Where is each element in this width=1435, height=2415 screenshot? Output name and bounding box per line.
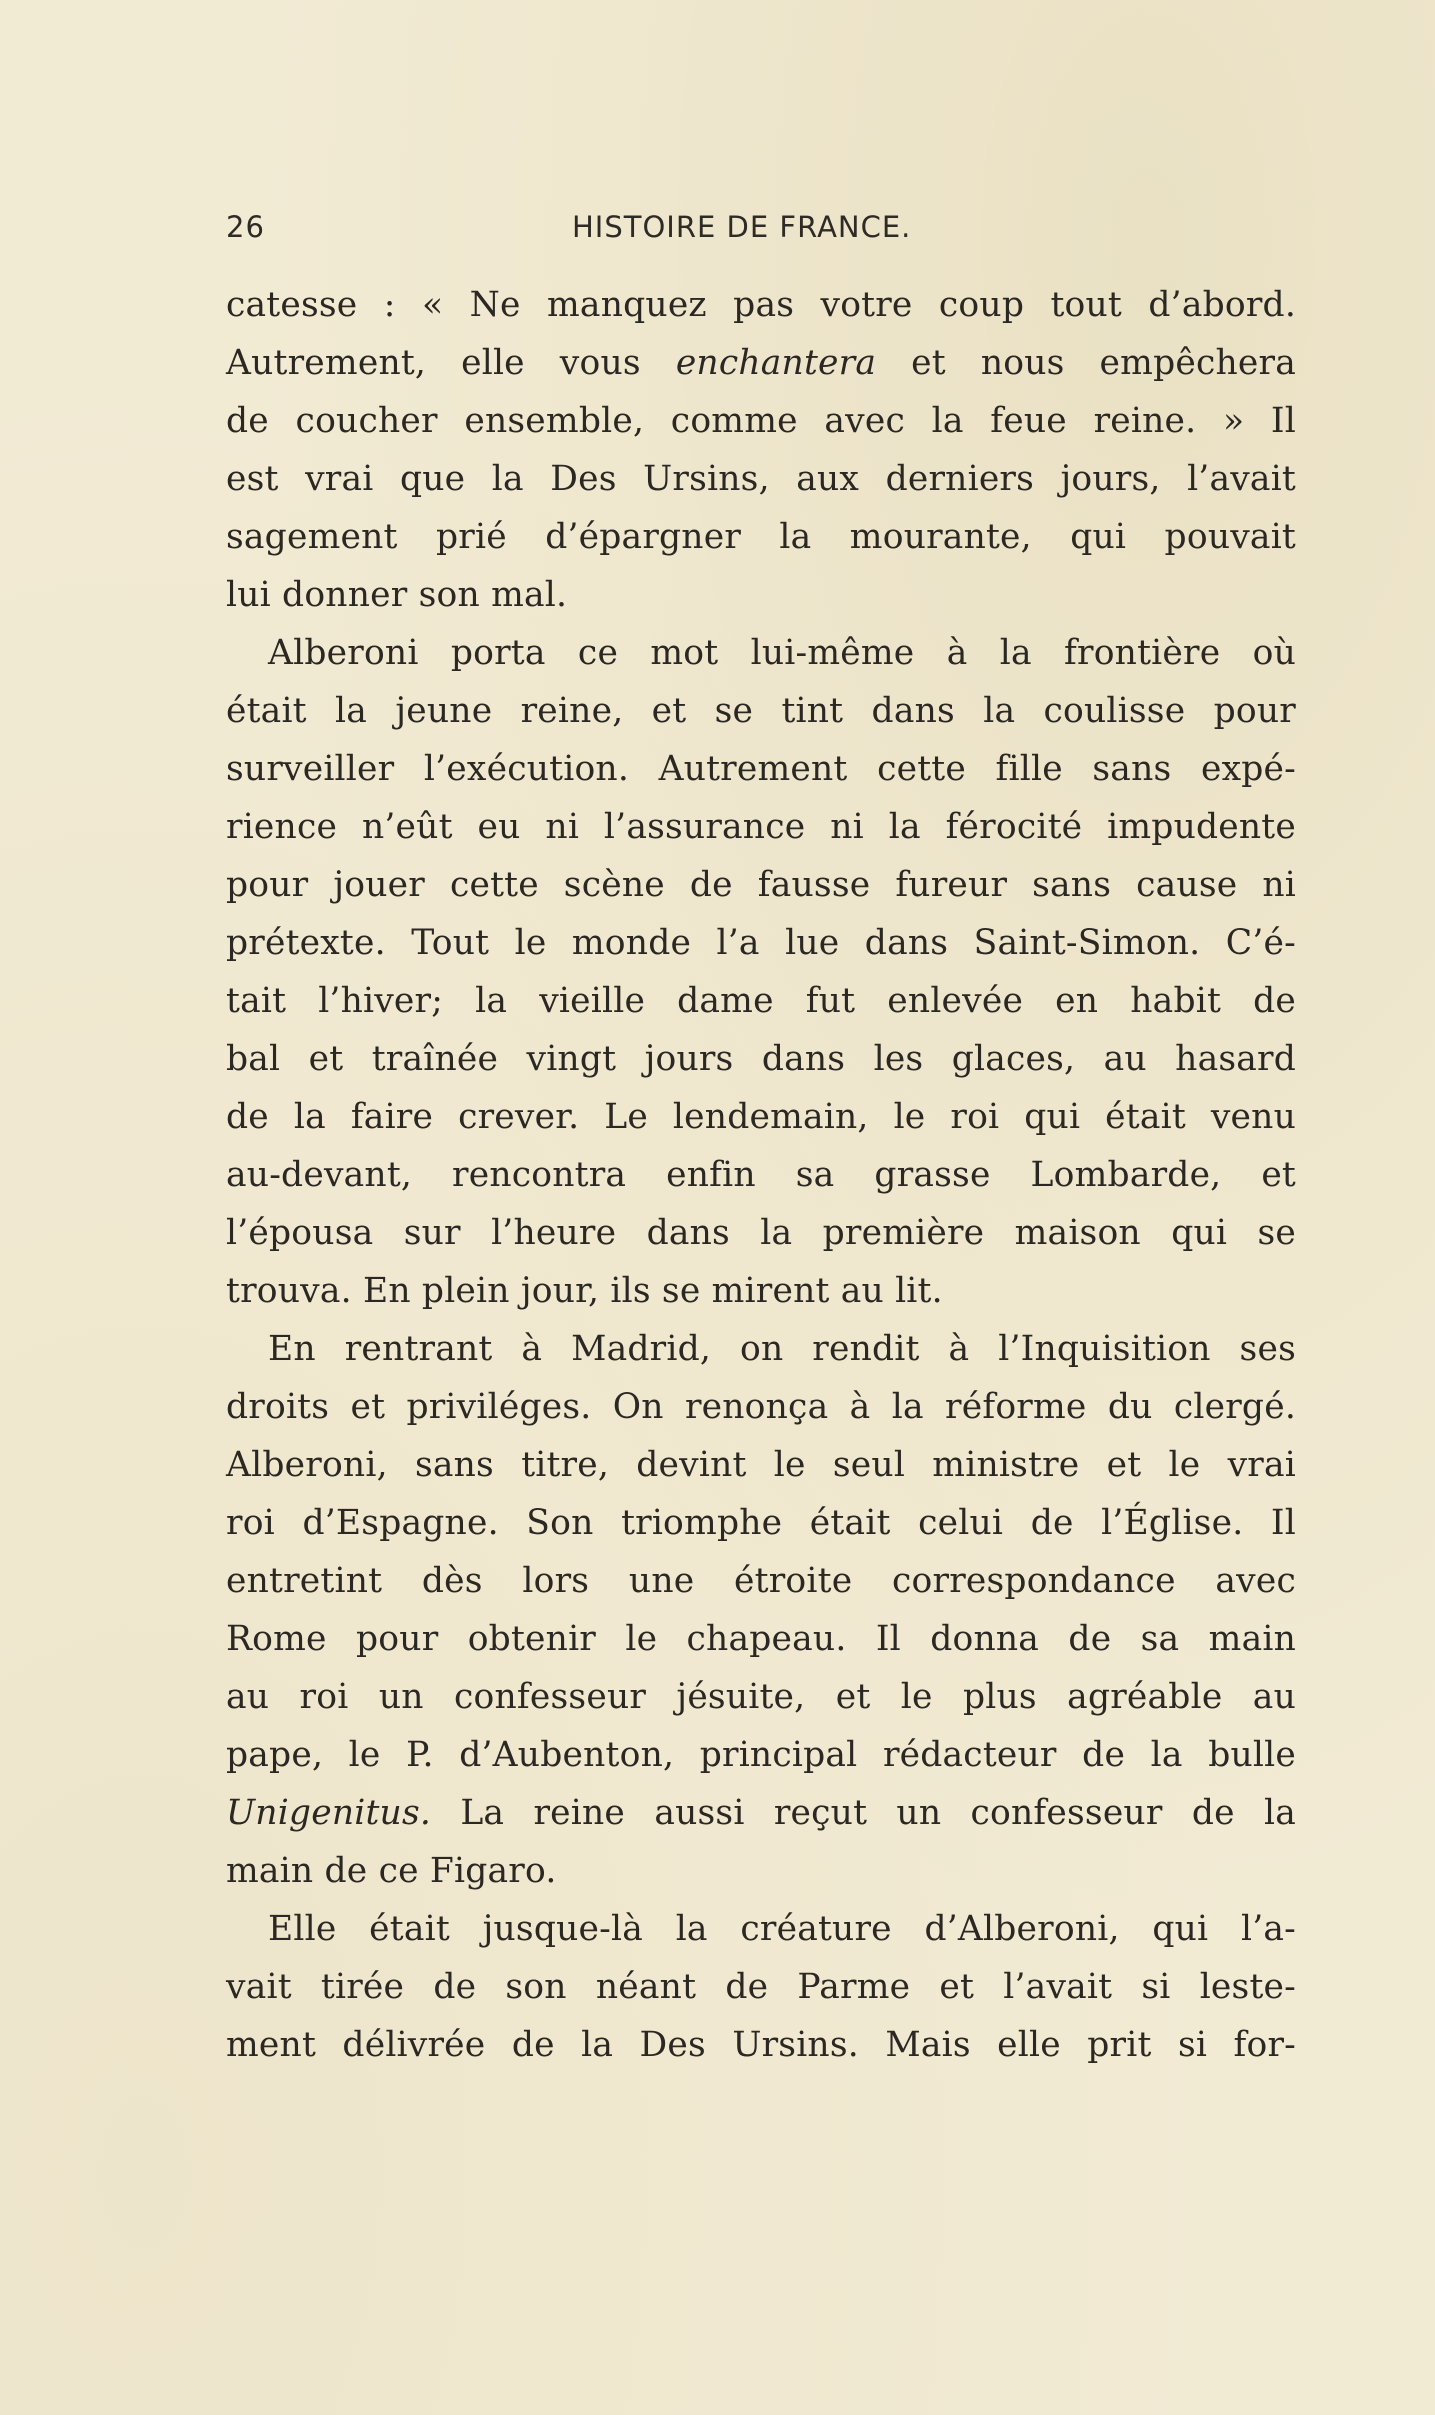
line-text: et nous empêchera [876,343,1296,383]
text-line [226,856,1296,914]
text-line [226,1030,1296,1088]
text-line [226,1146,1296,1204]
text-line [226,1668,1296,1726]
text-line [226,1262,1296,1320]
line-text: rience n’eût eu ni l’assurance ni la férocité impudente [226,807,1296,847]
line-text: catesse : « Ne manquez pas votre coup tout d’abord. [226,285,1296,325]
running-title: HISTOIRE DE FRANCE. [572,210,912,244]
text-line [226,1378,1296,1436]
text-line [226,2016,1296,2074]
text-line [226,1726,1296,1784]
text-line [226,276,1296,334]
line-text: sagement prié d’épargner la mourante, qui pouvait [226,517,1296,557]
text-line [226,1900,1296,1958]
text-line [226,1088,1296,1146]
italic-text: enchantera [675,343,877,383]
text-line [226,1320,1296,1378]
text-line [226,624,1296,682]
text-line [226,508,1296,566]
line-text: de la faire crever. Le lendemain, le roi qui était venu [226,1097,1296,1137]
line-text: vait tirée de son néant de Parme et l’avait si leste- [226,1967,1296,2007]
line-text: Rome pour obtenir le chapeau. Il donna de sa main [226,1619,1296,1659]
text-line [226,1784,1296,1842]
line-text: Alberoni porta ce mot lui-même à la frontière où [268,633,1296,673]
text-line [226,566,1296,624]
body-text [226,276,1296,2074]
line-text: Elle était jusque-là la créature d’Alberoni, qui l’a- [268,1909,1296,1949]
text-line [226,1436,1296,1494]
italic-text: Unigenitus. [226,1793,432,1833]
text-line [226,798,1296,856]
line-text: tait l’hiver; la vieille dame fut enlevée en habit de [226,981,1296,1021]
line-text: bal et traînée vingt jours dans les glaces, au hasard [226,1039,1296,1079]
text-line [226,1494,1296,1552]
line-text: au-devant, rencontra enfin sa grasse Lombarde, et [226,1155,1296,1195]
text-line [226,334,1296,392]
line-text: En rentrant à Madrid, on rendit à l’Inquisition ses [268,1329,1296,1369]
line-text: pape, le P. d’Aubenton, principal rédacteur de la bulle [226,1735,1296,1775]
line-text: était la jeune reine, et se tint dans la coulisse pour [226,691,1296,731]
line-text: ment délivrée de la Des Ursins. Mais elle prit si for- [226,2025,1296,2065]
text-line [226,1204,1296,1262]
line-text: Autrement, elle vous [226,343,676,383]
line-text: La reine aussi reçut un confesseur de la [431,1793,1296,1833]
line-text: de coucher ensemble, comme avec la feue reine. » Il [226,401,1296,441]
text-line [226,1610,1296,1668]
page-number: 26 [226,210,265,244]
line-text: prétexte. Tout le monde l’a lue dans Saint-Simon. C’é- [226,923,1296,963]
line-text: au roi un confesseur jésuite, et le plus agréable au [226,1677,1296,1717]
line-text: main de ce Figaro. [226,1851,557,1891]
line-text: est vrai que la Des Ursins, aux derniers jours, l’avait [226,459,1296,499]
text-line [226,914,1296,972]
line-text: Alberoni, sans titre, devint le seul ministre et le vrai [226,1445,1296,1485]
text-line [226,740,1296,798]
text-line [226,392,1296,450]
line-text: l’épousa sur l’heure dans la première maison qui se [226,1213,1296,1253]
line-text: lui donner son mal. [226,575,568,615]
text-line [226,682,1296,740]
line-text: surveiller l’exécution. Autrement cette fille sans expé- [226,749,1296,789]
line-text: entretint dès lors une étroite correspondance avec [226,1561,1296,1601]
line-text: roi d’Espagne. Son triomphe était celui de l’Église. Il [226,1503,1296,1543]
text-line [226,1958,1296,2016]
line-text: trouva. En plein jour, ils se mirent au lit. [226,1271,943,1311]
text-line [226,450,1296,508]
line-text: pour jouer cette scène de fausse fureur sans cause ni [226,865,1296,905]
running-head [226,210,1296,258]
text-line [226,1842,1296,1900]
text-line [226,1552,1296,1610]
line-text: droits et priviléges. On renonça à la réforme du clergé. [226,1387,1296,1427]
text-line [226,972,1296,1030]
